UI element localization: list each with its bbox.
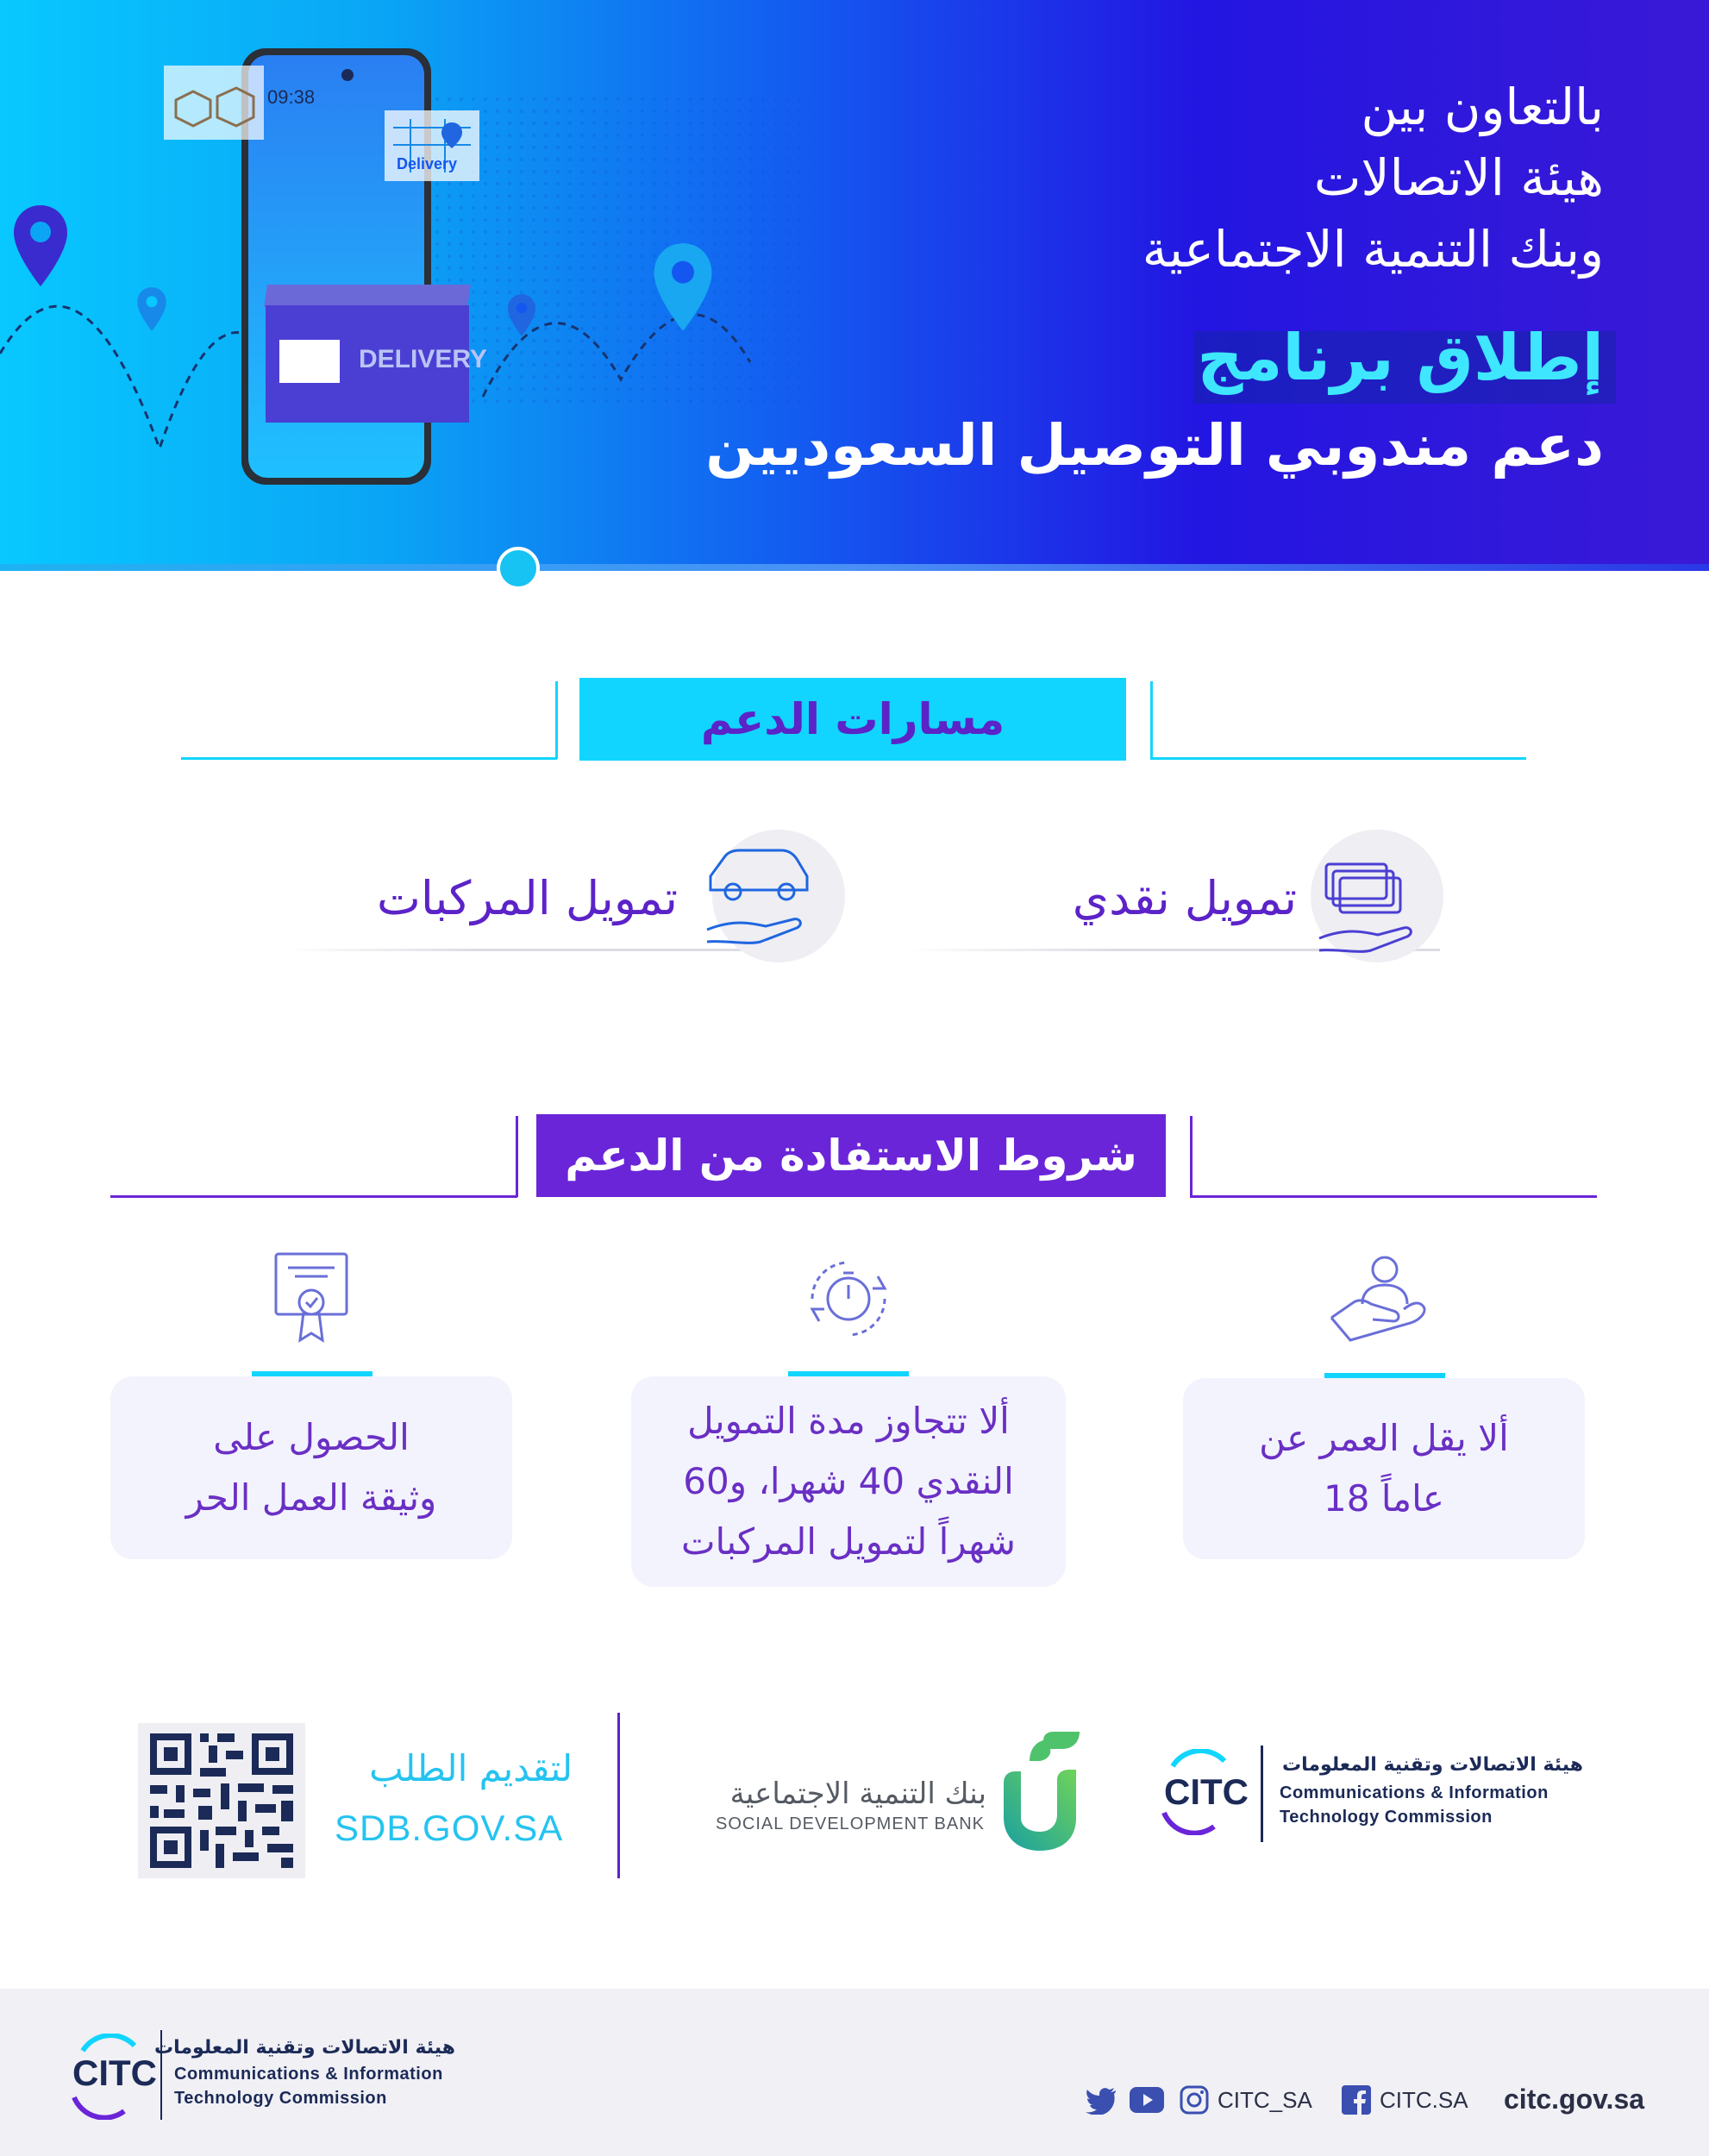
condition-text: ألا تتجاوز مدة التمويل النقدي 40 شهرا، و60 شهراً لتمويل المركبات	[681, 1400, 1016, 1563]
certificate-icon	[272, 1250, 350, 1345]
citc-name-en: Technology Commission	[1280, 1808, 1493, 1827]
hero-divider-dot	[497, 547, 540, 590]
section-line	[181, 757, 557, 760]
packages-card	[164, 66, 264, 140]
tracks-title: مسارات الدعم	[579, 678, 1126, 761]
citc-name-en: Communications & Information	[174, 2065, 443, 2084]
hero-headline: إطلاق برنامج	[1197, 321, 1604, 395]
youtube-icon[interactable]	[1130, 2087, 1164, 2113]
track-label-cash: تمويل نقدي	[1072, 871, 1297, 925]
map-card: Delivery	[385, 110, 479, 181]
facebook-icon[interactable]	[1342, 2085, 1371, 2115]
stopwatch-icon	[800, 1250, 897, 1347]
sdb-name-ar: بنك التنمية الاجتماعية	[729, 1777, 986, 1811]
section-line	[1190, 1195, 1597, 1198]
condition-card-document	[110, 1376, 512, 1559]
citc-name-en: Communications & Information	[1280, 1783, 1549, 1802]
citc-name-ar: هيئة الاتصالات وتقنية المعلومات	[154, 2037, 455, 2059]
person-hand-icon	[1328, 1250, 1435, 1345]
citc-name-en: Technology Commission	[174, 2089, 387, 2108]
condition-card-duration	[631, 1376, 1066, 1587]
condition-text: الحصول على وثيقة العمل الحر	[185, 1416, 437, 1519]
section-line	[1150, 681, 1153, 759]
apply-label: لتقديم الطلب	[369, 1747, 573, 1789]
cash-hand-icon	[1311, 845, 1431, 966]
citc-logo-mark: CITC	[72, 2053, 157, 2093]
hero-partner-1: هيئة الاتصالات	[1313, 148, 1604, 207]
citc-logo-mark: CITC	[1164, 1771, 1249, 1812]
phone-clock: 09:38	[267, 86, 316, 108]
car-hand-icon	[698, 828, 828, 957]
conditions-title: شروط الاستفادة من الدعم	[536, 1114, 1166, 1197]
qr-code[interactable]	[138, 1723, 305, 1878]
hero-banner	[0, 0, 1709, 569]
apply-link[interactable]: SDB.GOV.SA	[335, 1808, 564, 1848]
section-line	[555, 681, 558, 759]
location-pin-icon	[652, 241, 714, 335]
location-pin-icon	[136, 286, 167, 333]
twitter-icon[interactable]	[1085, 2087, 1117, 2115]
location-pin-icon	[12, 204, 69, 290]
website-link[interactable]: citc.gov.sa	[1504, 2084, 1645, 2115]
hero-partner-2: وبنك التنمية الاجتماعية	[1142, 220, 1604, 279]
section-line	[1190, 1116, 1193, 1197]
social-handle[interactable]: CITC_SA	[1218, 2087, 1312, 2113]
section-line	[1150, 757, 1526, 760]
track-underline	[285, 949, 767, 951]
package-icon	[164, 66, 264, 140]
facebook-handle[interactable]: CITC.SA	[1380, 2087, 1468, 2113]
logo-divider	[1261, 1745, 1263, 1842]
condition-text: ألا يقل العمر عن 18 عاماً	[1259, 1417, 1509, 1520]
delivery-box: DELIVERY	[266, 285, 469, 423]
track-label-vehicles: تمويل المركبات	[377, 871, 678, 925]
instagram-icon[interactable]	[1180, 2085, 1209, 2115]
partners-divider	[617, 1713, 620, 1878]
hero-divider	[0, 564, 1709, 571]
hero-intro-line: بالتعاون بين	[1361, 78, 1604, 136]
sdb-name-en: SOCIAL DEVELOPMENT BANK	[716, 1814, 985, 1833]
condition-card-age	[1183, 1378, 1585, 1559]
section-line	[516, 1116, 518, 1197]
location-pin-icon	[507, 293, 536, 338]
camera-icon	[341, 69, 354, 81]
section-line	[110, 1195, 517, 1198]
citc-name-ar: هيئة الاتصالات وتقنية المعلومات	[1282, 1754, 1583, 1776]
hero-subheadline: دعم مندوبي التوصيل السعوديين	[705, 412, 1604, 479]
sdb-logo-icon	[1000, 1732, 1086, 1852]
